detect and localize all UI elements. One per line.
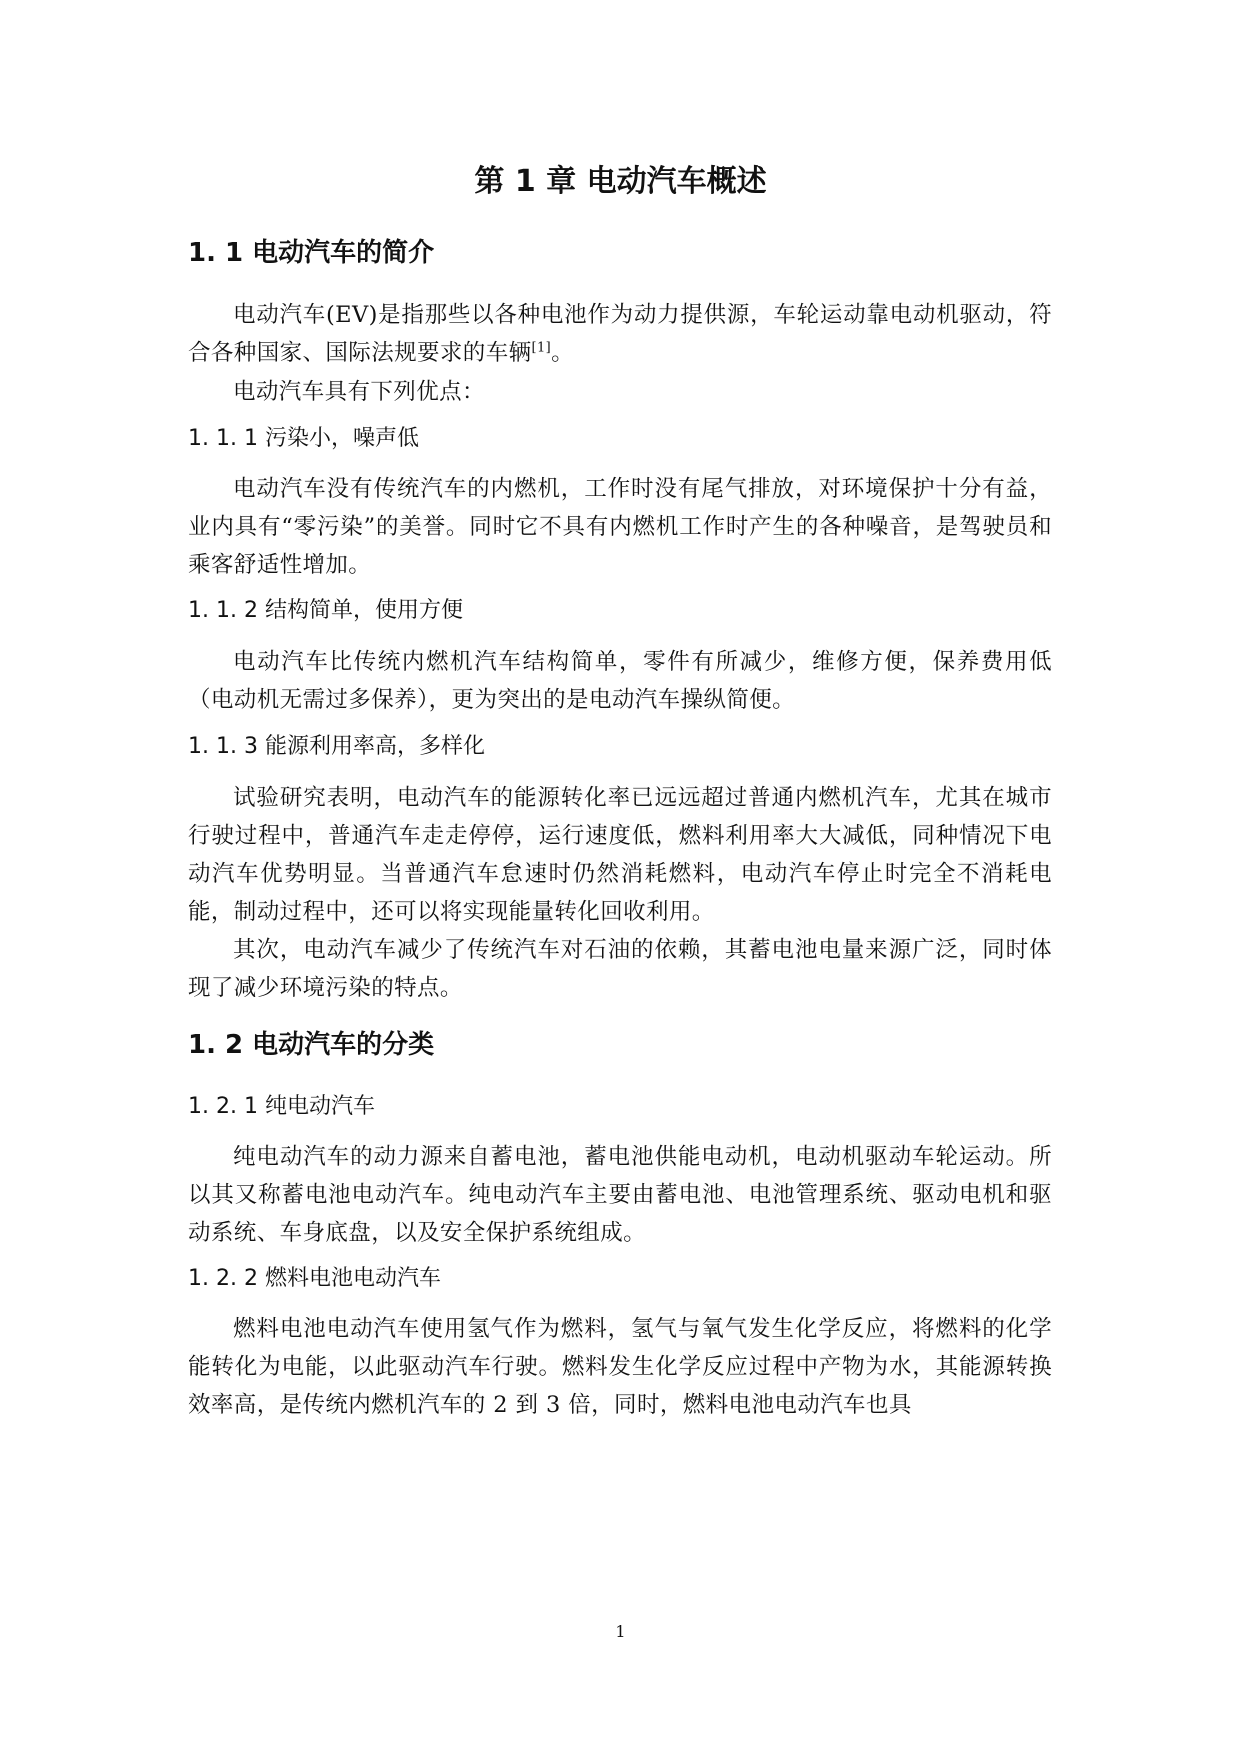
section-heading-1-2: 1. 2 电动汽车的分类 [188, 1030, 435, 1060]
paragraph-pure-ev: 纯电动汽车的动力源来自蓄电池，蓄电池供能电动机，电动机驱动车轮运动。所以其又称蓄电池电动汽车。纯电动汽车主要由蓄电池、电池管理系统、驱动电机和驱动系统、车身底盘，以及安全保护系统组成。 [188, 1144, 1052, 1246]
subsection-heading-1-1-1: 1. 1. 1 污染小，噪声低 [188, 426, 419, 451]
paragraph-ev-definition [188, 296, 1052, 372]
subsection-heading-1-2-1: 1. 2. 1 纯电动汽车 [188, 1094, 375, 1119]
chapter-title: 第 1 章 电动汽车概述 [474, 164, 767, 199]
citation-reference: [1] [531, 340, 552, 356]
section-heading-1-1: 1. 1 电动汽车的简介 [188, 238, 435, 268]
paragraph-advantages-intro: 电动汽车具有下列优点： [233, 379, 485, 405]
paragraph-energy-efficiency: 试验研究表明，电动汽车的能源转化率已远远超过普通内燃机汽车，尤其在城市行驶过程中，普通汽车走走停停，运行速度低，燃料利用率大大减低，同种情况下电动汽车优势明显。当普通汽车怠速时仍然消耗燃料，电动汽车停止时完全不消耗电能，制动过程中，还可以将实现能量转化回收利用。 [188, 785, 1052, 925]
paragraph-suffix: 。 [551, 340, 575, 366]
paragraph-fuel-cell-ev: 燃料电池电动汽车使用氢气作为燃料，氢气与氧气发生化学反应，将燃料的化学能转化为电能，以此驱动汽车行驶。燃料发生化学反应过程中产物为水，其能源转换效率高，是传统内燃机汽车的 2 到 3 倍，同时，燃料电池电动汽车也具 [188, 1316, 1052, 1418]
subsection-heading-1-1-2: 1. 1. 2 结构简单，使用方便 [188, 598, 463, 623]
subsection-heading-1-2-2: 1. 2. 2 燃料电池电动汽车 [188, 1266, 441, 1291]
page-number: 1 [615, 1622, 626, 1641]
paragraph-low-pollution: 电动汽车没有传统汽车的内燃机，工作时没有尾气排放，对环境保护十分有益，业内具有“零污染”的美誉。同时它不具有内燃机工作时产生的各种噪音，是驾驶员和乘客舒适性增加。 [188, 476, 1052, 578]
paragraph-oil-dependency: 其次，电动汽车减少了传统汽车对石油的依赖，其蓄电池电量来源广泛，同时体现了减少环境污染的特点。 [188, 937, 1052, 1001]
paragraph-simple-structure: 电动汽车比传统内燃机汽车结构简单，零件有所减少，维修方便，保养费用低（电动机无需过多保养），更为突出的是电动汽车操纵简便。 [188, 649, 1052, 713]
paragraph-text: 电动汽车(EV)是指那些以各种电池作为动力提供源，车轮运动靠电动机驱动，符合各种国家、国际法规要求的车辆 [188, 302, 1052, 366]
subsection-heading-1-1-3: 1. 1. 3 能源利用率高，多样化 [188, 734, 485, 759]
